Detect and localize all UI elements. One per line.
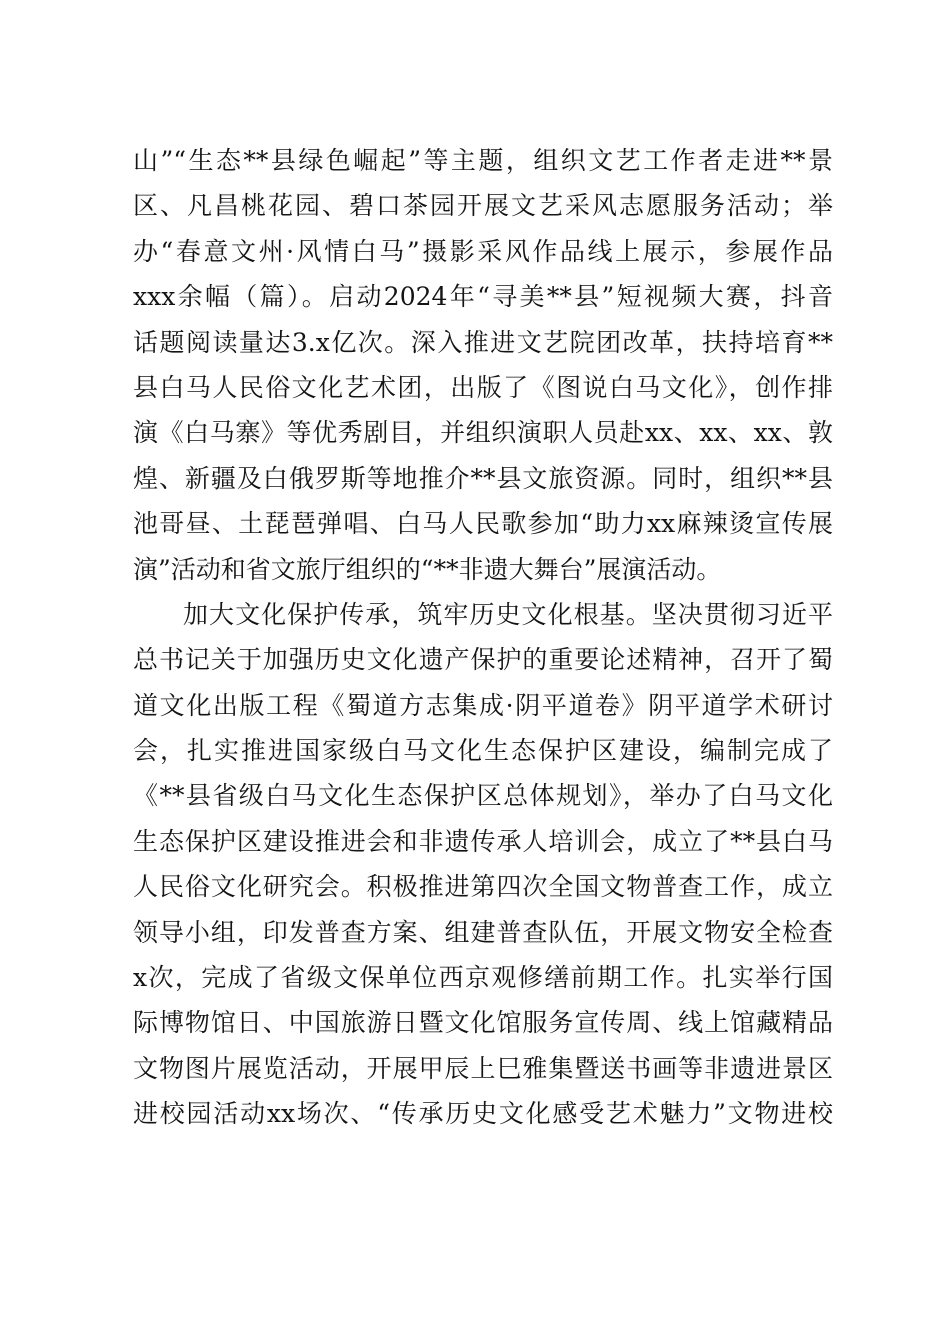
text-line: 办“春意文州·风情白马”摄影采风作品线上展示，参展作品 — [133, 236, 833, 266]
text-line: 总书记关于加强历史文化遗产保护的重要论述精神，召开了蜀 — [133, 645, 833, 675]
text-line: 进校园活动xx场次、“传承历史文化感受艺术魅力”文物进校 — [133, 1099, 833, 1129]
text-line: 加大文化保护传承，筑牢历史文化根基。坚决贯彻习近平 — [183, 599, 833, 629]
text-line: 县白马人民俗文化艺术团，出版了《图说白马文化》，创作排 — [133, 372, 833, 402]
text-line: 生态保护区建设推进会和非遗传承人培训会，成立了**县白马 — [133, 826, 833, 856]
text-line: 池哥昼、土琵琶弹唱、白马人民歌参加“助力xx麻辣烫宣传展 — [133, 509, 833, 539]
text-line: 《**县省级白马文化生态保护区总体规划》，举办了白马文化 — [133, 781, 833, 811]
text-line: x次，完成了省级文保单位西京观修缮前期工作。扎实举行国 — [133, 963, 833, 993]
text-line: 文物图片展览活动，开展甲辰上巳雅集暨送书画等非遗进景区 — [133, 1053, 833, 1083]
text-line: 际博物馆日、中国旅游日暨文化馆服务宣传周、线上馆藏精品 — [133, 1008, 833, 1038]
text-line: 领导小组，印发普查方案、组建普查队伍，开展文物安全检查 — [133, 917, 833, 947]
body-text — [133, 138, 833, 1137]
text-line: 道文化出版工程《蜀道方志集成·阴平道卷》阴平道学术研讨 — [133, 690, 833, 720]
text-line: xxx余幅（篇）。启动2024年“寻美**县”短视频大赛，抖音 — [133, 282, 833, 312]
text-line: 会，扎实推进国家级白马文化生态保护区建设，编制完成了 — [133, 736, 833, 766]
text-line: 话题阅读量达3.x亿次。深入推进文艺院团改革，扶持培育** — [133, 327, 833, 357]
text-line: 演《白马寨》等优秀剧目，并组织演职人员赴xx、xx、xx、敦 — [133, 418, 833, 448]
text-line: 煌、新疆及白俄罗斯等地推介**县文旅资源。同时，组织**县 — [133, 463, 833, 493]
text-line: 区、凡昌桃花园、碧口茶园开展文艺采风志愿服务活动；举 — [133, 191, 833, 221]
text-line: 演”活动和省文旅厅组织的“**非遗大舞台”展演活动。 — [133, 554, 722, 584]
text-line: 山”“生态**县绿色崛起”等主题，组织文艺工作者走进**景 — [133, 146, 833, 175]
text-line: 人民俗文化研究会。积极推进第四次全国文物普查工作，成立 — [133, 872, 833, 902]
